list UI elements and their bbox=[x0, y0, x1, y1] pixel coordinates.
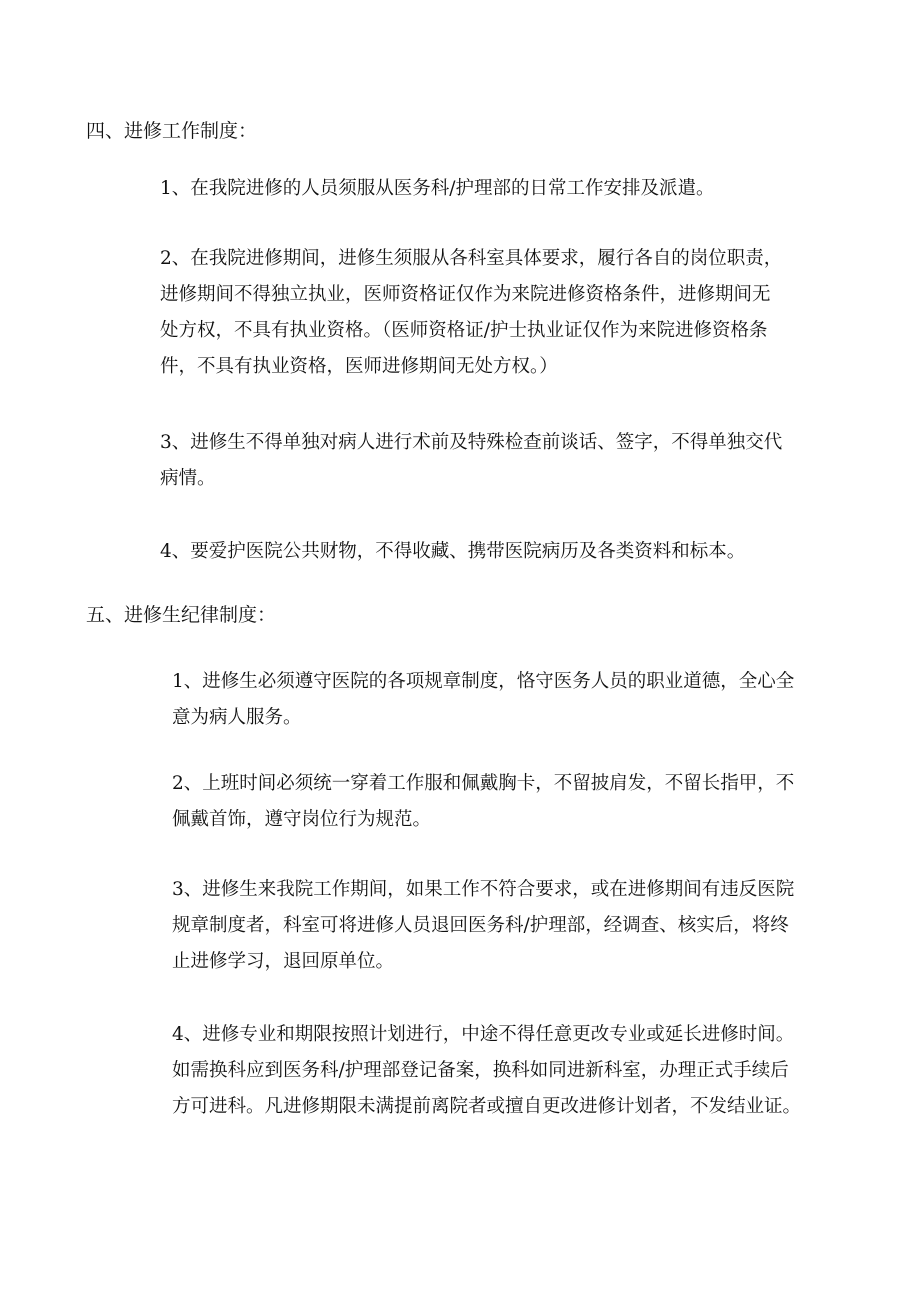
rule-line: 4、进修专业和期限按照计划进行，中途不得任意更改专业或延长进修时间。 bbox=[172, 1024, 795, 1045]
rule-line: 处方权，不具有执业资格。（医师资格证/护士执业证仅作为来院进修资格条 bbox=[160, 320, 768, 341]
rule-line: 2、上班时间必须统一穿着工作服和佩戴胸卡，不留披肩发，不留长指甲，不 bbox=[172, 773, 795, 794]
rule-line: 意为病人服务。 bbox=[172, 707, 302, 728]
rule-line: 1、在我院进修的人员须服从医务科/护理部的日常工作安排及派遣。 bbox=[160, 178, 715, 199]
rule-line: 4、要爱护医院公共财物，不得收藏、携带医院病历及各类资料和标本。 bbox=[160, 541, 746, 562]
rule-line: 3、进修生来我院工作期间，如果工作不符合要求，或在进修期间有违反医院 bbox=[172, 879, 795, 900]
rule-line: 规章制度者，科室可将进修人员退回医务科/护理部，经调查、核实后，将终 bbox=[172, 915, 789, 936]
rule-item bbox=[172, 1017, 801, 1125]
rule-item bbox=[172, 872, 794, 980]
rule-item bbox=[160, 534, 745, 570]
rule-line: 病情。 bbox=[160, 468, 216, 489]
rule-item bbox=[172, 766, 794, 838]
rule-line: 2、在我院进修期间，进修生须服从各科室具体要求，履行各自的岗位职责， bbox=[160, 248, 783, 269]
rule-line: 件，不具有执业资格，医师进修期间无处方权。） bbox=[160, 356, 558, 377]
section-title: 四、进修工作制度： bbox=[86, 120, 258, 142]
section-title: 五、进修生纪律制度： bbox=[86, 604, 277, 626]
rule-line: 佩戴首饰，遵守岗位行为规范。 bbox=[172, 809, 432, 830]
rule-line: 方可进科。凡进修期限未满提前离院者或擅自更改进修计划者，不发结业证。 bbox=[172, 1096, 802, 1117]
rule-line: 进修期间不得独立执业，医师资格证仅作为来院进修资格条件，进修期间无 bbox=[160, 284, 771, 305]
rule-item bbox=[172, 664, 794, 736]
rule-line: 3、进修生不得单独对病人进行术前及特殊检查前谈话、签字，不得单独交代 bbox=[160, 432, 783, 453]
rule-item bbox=[160, 171, 715, 207]
rule-item bbox=[160, 425, 782, 497]
rule-line: 止进修学习，退回原单位。 bbox=[172, 951, 395, 972]
rule-line: 如需换科应到医务科/护理部登记备案，换科如同进新科室，办理正式手续后 bbox=[172, 1060, 789, 1081]
rule-line: 1、进修生必须遵守医院的各项规章制度，恪守医务人员的职业道德，全心全 bbox=[172, 671, 795, 692]
rule-item bbox=[160, 241, 782, 385]
